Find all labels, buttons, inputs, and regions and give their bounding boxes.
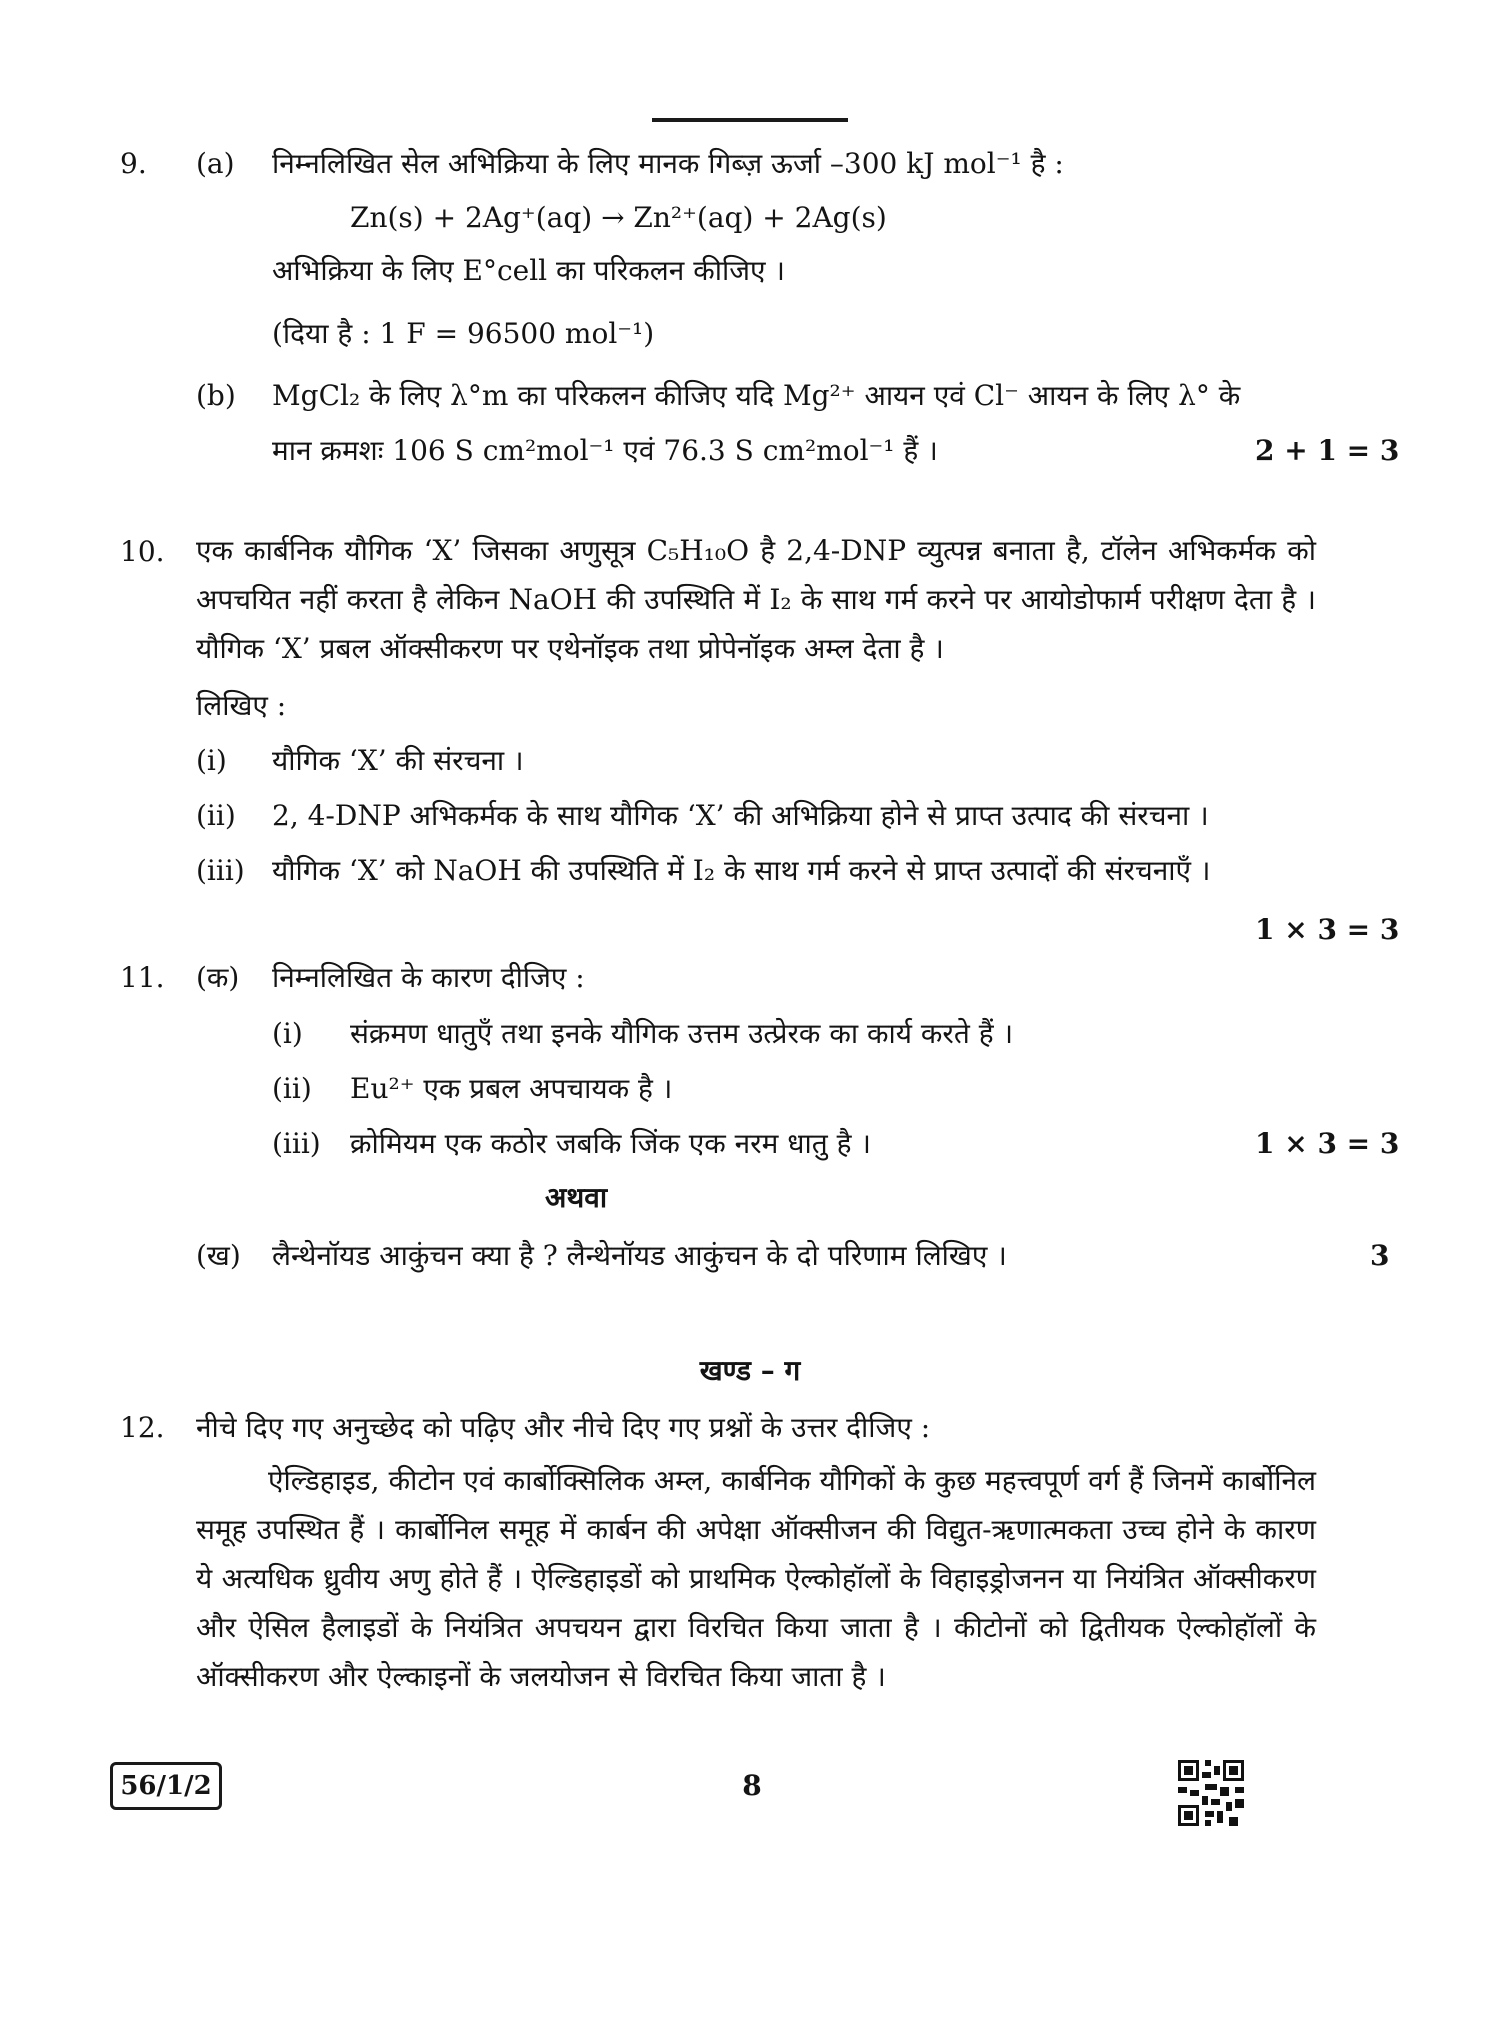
q11-item-1-label: (i) [272,1017,303,1050]
q11-ka-label: (क) [196,961,240,994]
q12-number: 12. [120,1411,165,1444]
q11-kha-label: (ख) [196,1239,241,1272]
q11-number: 11. [120,961,165,994]
q10-item-1-label: (i) [196,744,227,777]
q11-or: अथवा [545,1181,608,1214]
q11-item-3-text: क्रोमियम एक कठोर जबकि जिंक एक नरम धातु है । [350,1127,871,1160]
q9-a-text: निम्नलिखित सेल अभिक्रिया के लिए मानक गिब्ज़ ऊर्जा –300 kJ mol⁻¹ है : [272,147,1064,180]
q10-item-3-label: (iii) [196,854,245,887]
q9-b-label: (b) [196,379,236,412]
q9-a-label: (a) [196,147,235,180]
qr-code-icon [1178,1760,1244,1833]
q11-item-2-label: (ii) [272,1072,312,1105]
section-heading: खण्ड – ग [699,1354,801,1387]
q9-a-given: (दिया है : 1 F = 96500 mol⁻¹) [272,317,655,350]
q10-item-1-text: यौगिक ‘X’ की संरचना । [272,744,524,777]
q10-item-2-text: 2, 4-DNP अभिकर्मक के साथ यौगिक ‘X’ की अभिक्रिया होने से प्राप्त उत्पाद की संरचना । [272,799,1209,832]
q11-item-3-label: (iii) [272,1127,321,1160]
paper-code-badge [110,1762,222,1810]
q9-b-line1: MgCl₂ के लिए λ°m का परिकलन कीजिए यदि Mg²⁺ आयन एवं Cl⁻ आयन के लिए λ° के [272,379,1241,412]
q11-item-2-text: Eu²⁺ एक प्रबल अपचायक है । [350,1072,673,1105]
q10-marks: 1 × 3 = 3 [1255,913,1400,946]
q12-paragraph: ऐल्डिहाइड, कीटोन एवं कार्बोक्सिलिक अम्ल, कार्बनिक यौगिकों के कुछ महत्त्वपूर्ण वर्ग हैं जिनमें कार्बोनिल समूह उपस्थित हैं । कार्बोनिल समूह में कार्बन की अपेक्षा ऑक्सीजन की विद्युत-ऋणात्मकता उच्च होने के कारण ये अत्यधिक ध्रुवीय अणु होते हैं । ऐल्डिहाइडों को प्राथमिक ऐल्कोहॉलों के विहाइड्रोजनन या नियंत्रित ऑक्सीकरण और ऐसिल हैलाइडों के नियंत्रित अपचयन द्वारा विरचित किया जाता है । कीटोनों को द्वितीयक ऐल्कोहॉलों के ऑक्सीकरण और ऐल्काइनों के जलयोजन से विरचित किया जाता है । [196,1464,1316,1693]
page-number: 8 [742,1769,762,1802]
q11-kha-text: लैन्थेनॉयड आकुंचन क्या है ? लैन्थेनॉयड आकुंचन के दो परिणाम लिखिए । [272,1239,1007,1272]
q10-number: 10. [120,535,165,568]
q11-kha-marks: 3 [1370,1239,1390,1272]
q10-item-3-text: यौगिक ‘X’ को NaOH की उपस्थिति में I₂ के साथ गर्म करने से प्राप्त उत्पादों की संरचनाएँ । [272,854,1211,887]
q9-marks: 2 + 1 = 3 [1255,434,1400,467]
q9-a-equation: Zn(s) + 2Ag⁺(aq) → Zn²⁺(aq) + 2Ag(s) [350,201,887,234]
q11-ka-text: निम्नलिखित के कारण दीजिए : [272,961,585,994]
q10-write-label: लिखिए : [196,689,287,722]
q9-a-line2: अभिक्रिया के लिए E°cell का परिकलन कीजिए । [272,254,785,287]
q11-marks: 1 × 3 = 3 [1255,1127,1400,1160]
q12-intro: नीचे दिए गए अनुच्छेद को पढ़िए और नीचे दिए गए प्रश्नों के उत्तर दीजिए : [196,1411,931,1444]
q10-paragraph: एक कार्बनिक यौगिक ‘X’ जिसका अणुसूत्र C₅H₁₀O है 2,4-DNP व्युत्पन्न बनाता है, टॉलेन अभिकर्मक को अपचयित नहीं करता है लेकिन NaOH की उपस्थिति में I₂ के साथ गर्म करने पर आयोडोफार्म परीक्षण देता है । यौगिक ‘X’ प्रबल ऑक्सीकरण पर एथेनॉइक तथा प्रोपेनॉइक अम्ल देता है । [196,534,1316,665]
q9-b-line2: मान क्रमशः 106 S cm²mol⁻¹ एवं 76.3 S cm²mol⁻¹ हैं । [272,434,938,467]
paper-code: 56/1/2 [120,1771,212,1801]
q10-item-2-label: (ii) [196,799,236,832]
q9-number: 9. [120,147,147,180]
q11-item-1-text: संक्रमण धातुएँ तथा इनके यौगिक उत्तम उत्प्रेरक का कार्य करते हैं । [350,1017,1014,1050]
top-rule [652,118,848,122]
